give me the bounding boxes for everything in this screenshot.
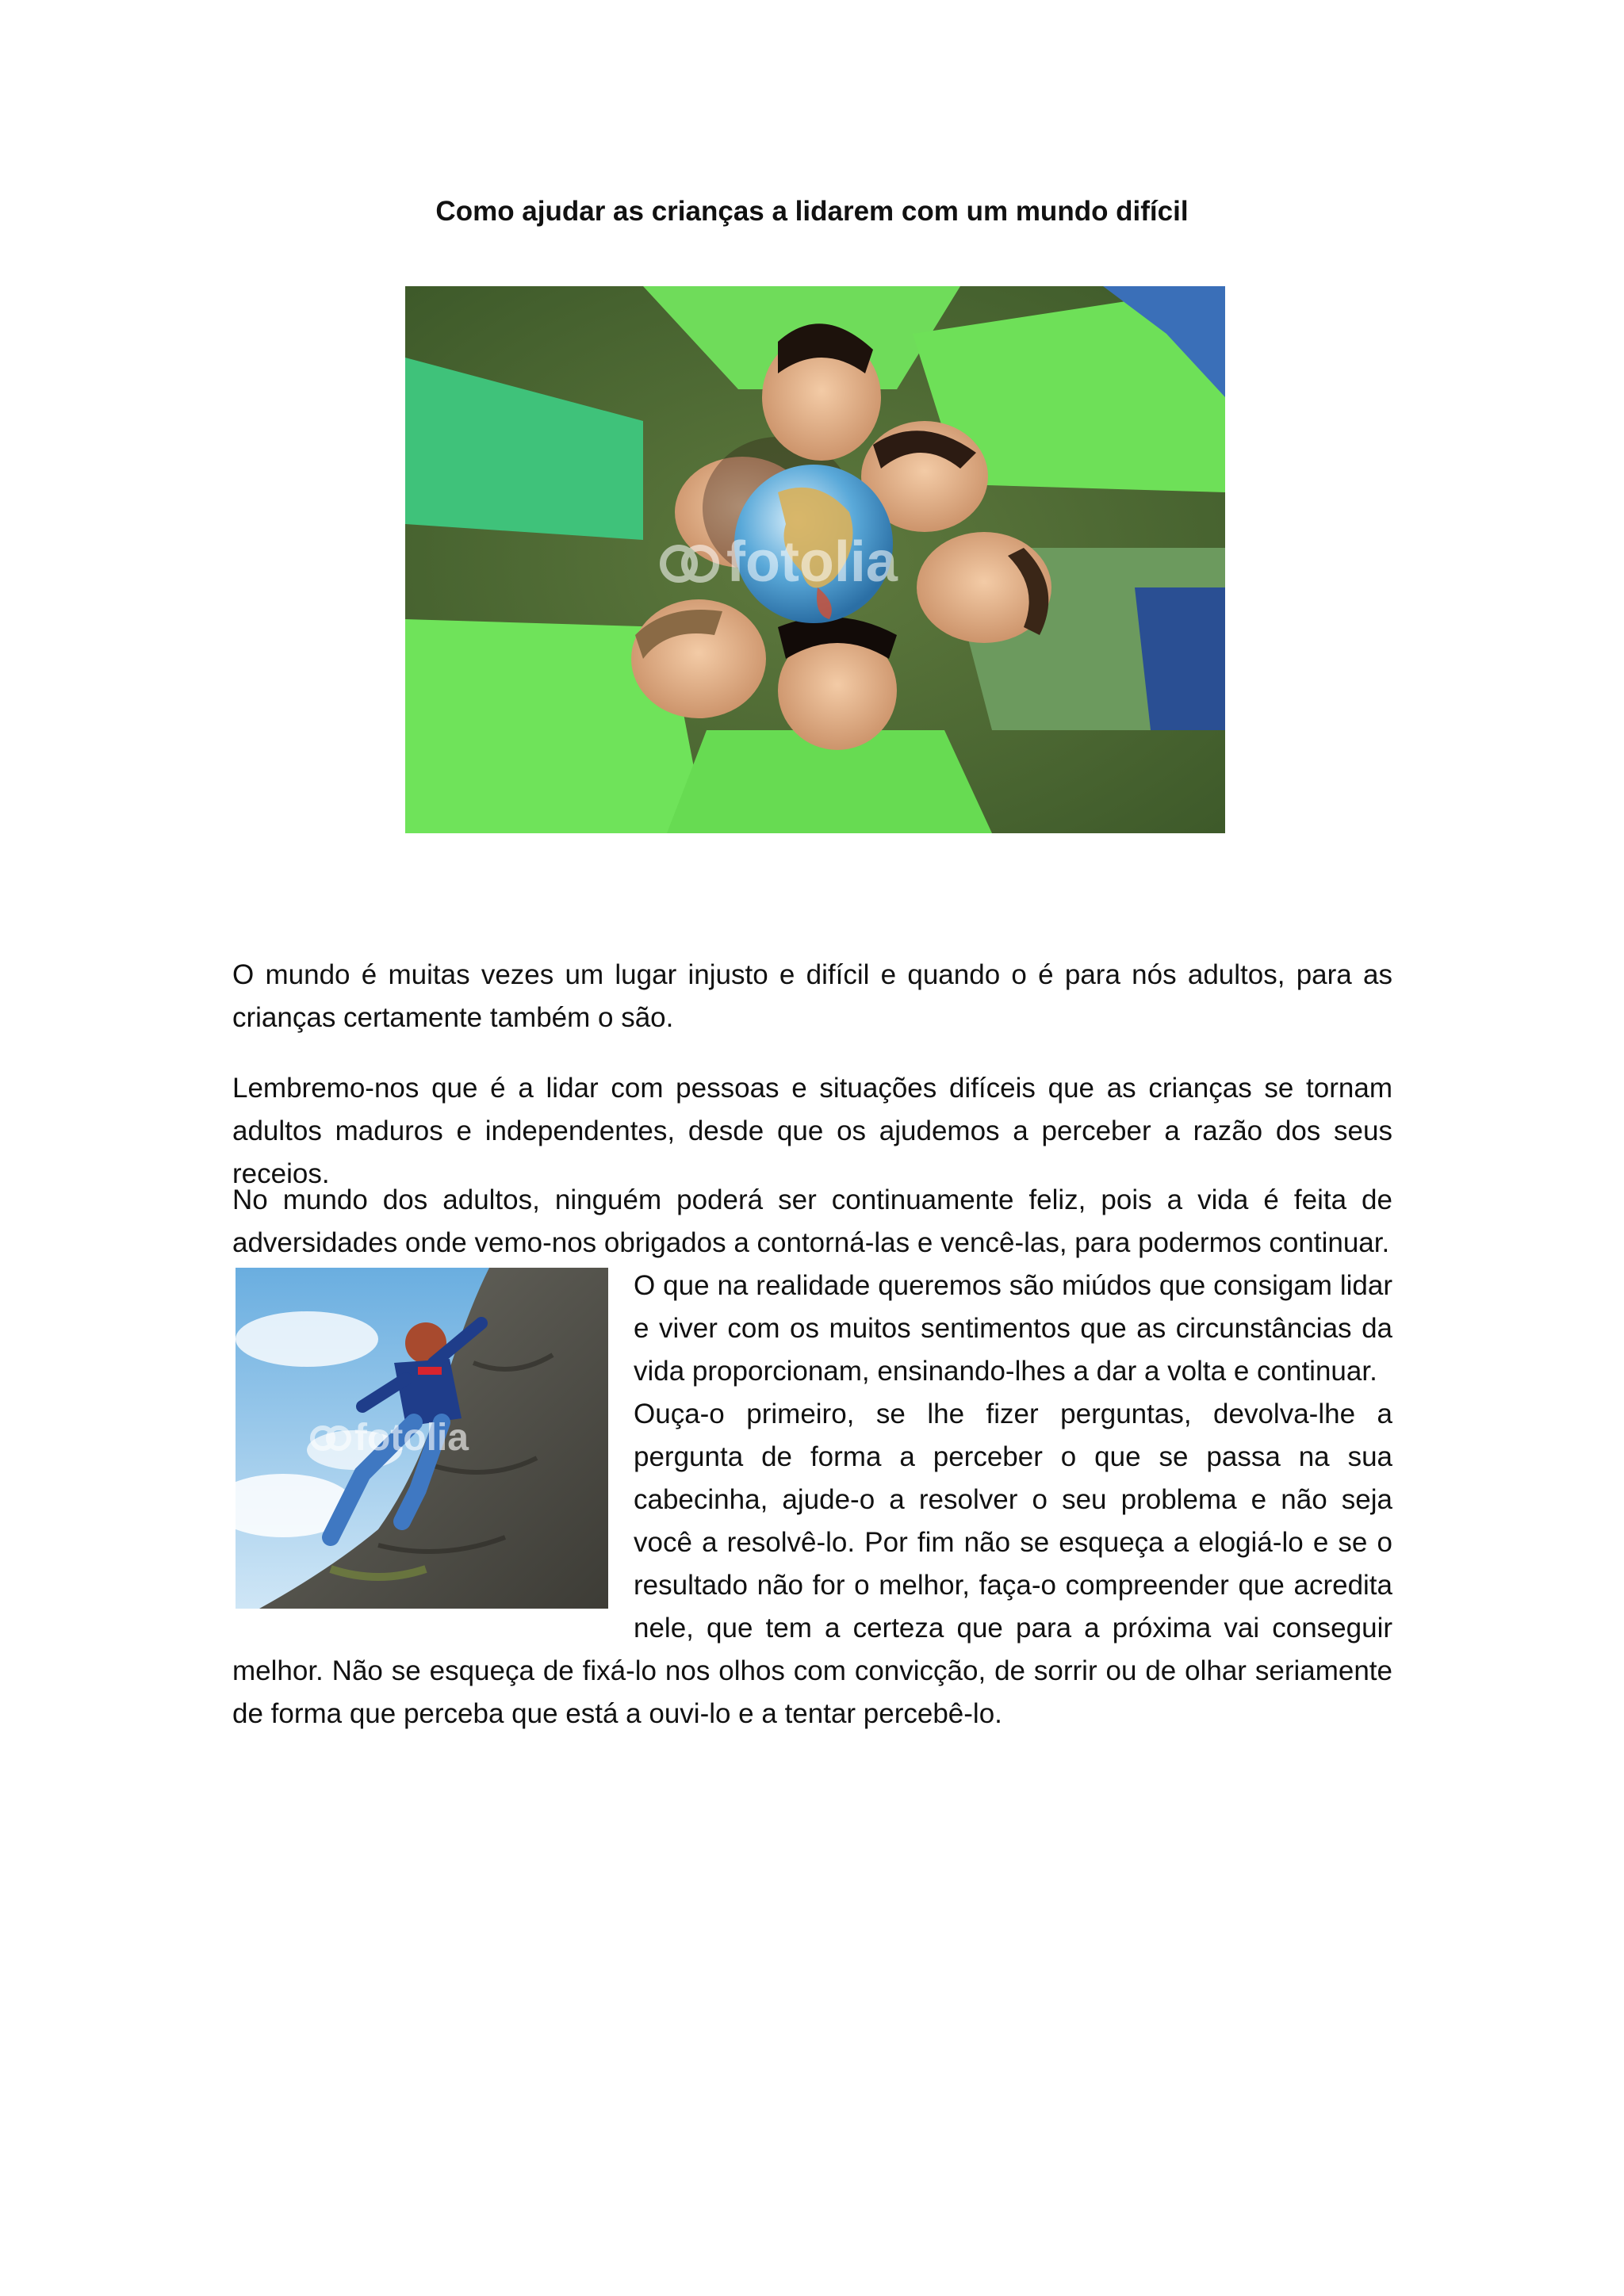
climber-watermark: fotolia <box>354 1417 469 1459</box>
child-climbing-rock-photo <box>236 1268 608 1609</box>
paragraph-3: No mundo dos adultos, ninguém poderá ser continuamente feliz, pois a vida é feita de adversidades onde vemo-nos obrigados a contorná-las e vencê-las, para podermos continuar. <box>232 1184 1392 1258</box>
hero-watermark: fotolia <box>726 530 898 594</box>
document-title: Como ajudar as crianças a lidarem com um mundo difícil <box>435 196 1189 227</box>
paragraph-1: O mundo é muitas vezes um lugar injusto e difícil e quando o é para nós adultos, para as crianças certamente também o são. <box>232 959 1392 1033</box>
paragraph-5: Ouça-o primeiro, se lhe fizer perguntas, devolva-lhe a pergunta de forma a perceber o que se passa na sua cabecinha, ajude-o a resolver o seu problema e não seja você a resolvê-lo. Por fim não se esqueça a elogiá-lo e se o resultado não for o melhor, faça-o compreender que acredita nele, que tem a certeza que para a próxima vai conseguir melhor. Não se esqueça de fixá-lo nos olhos com convicção, de sorrir ou de olhar seriamente de forma que perceba que está a ouvi-lo e a tentar percebê-lo. <box>232 1399 1392 1729</box>
children-globe-photo <box>405 286 1225 833</box>
paragraph-2: Lembremo-nos que é a lidar com pessoas e situações difíceis que as crianças se tornam adultos maduros e independentes, desde que os ajudemos a perceber a razão dos seus receios. <box>232 1073 1392 1189</box>
paragraph-block-3 <box>232 1179 1392 1735</box>
paragraph-4: O que na realidade queremos são miúdos que consigam lidar e viver com os muitos sentimentos que as circunstâncias da vida proporcionam, ensinando-lhes a dar a volta e continuar. <box>634 1270 1392 1387</box>
